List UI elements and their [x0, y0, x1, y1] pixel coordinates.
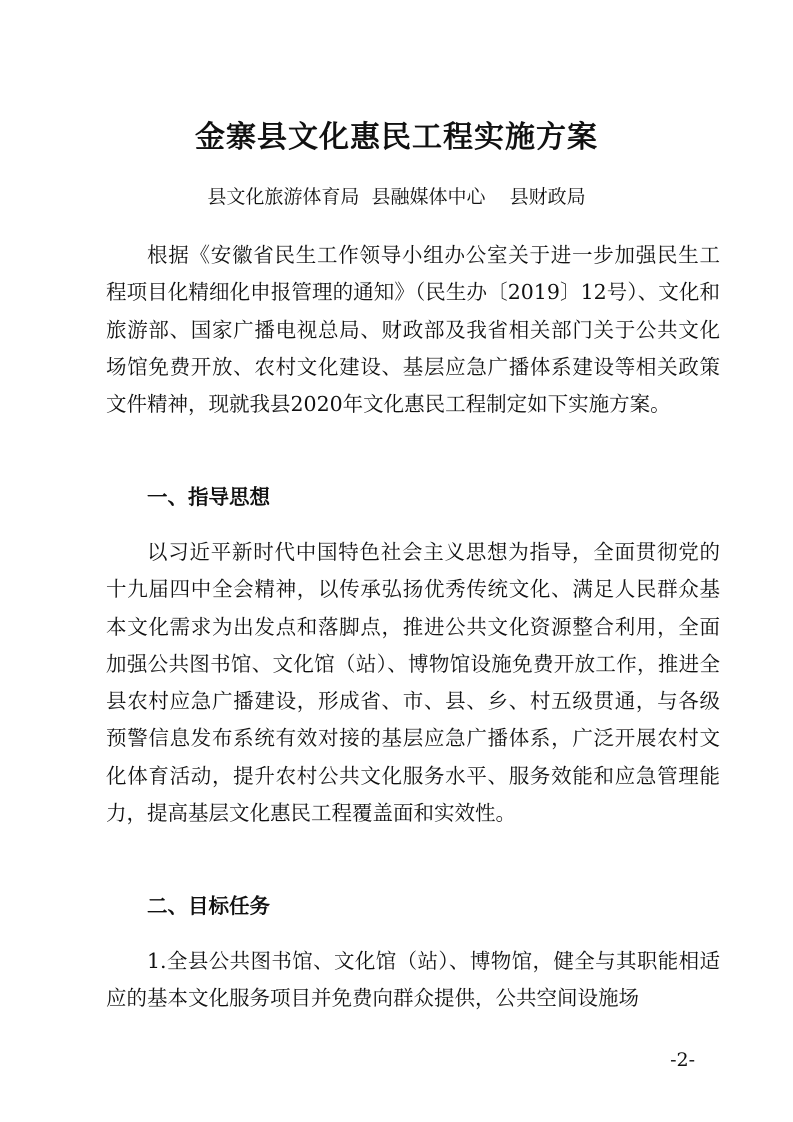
- guiding-ideology-paragraph: 以习近平新时代中国特色社会主义思想为指导，全面贯彻党的十九届四中全会精神，以传承弘扬优秀传统文化、满足人民群众基本文化需求为出发点和落脚点，推进公共文化资源整合利用，全面加强公共图书馆、文化馆（站）、博物馆设施免费开放工作，推进全县农村应急广播建设，形成省、市、县、乡、村五级贯通，与各级预警信息发布系统有效对接的基层应急广播体系，广泛开展农村文化体育活动，提升农村公共文化服务水平、服务效能和应急管理能力，提高基层文化惠民工程覆盖面和实效性。: [106, 540, 720, 826]
- page-number: -2-: [670, 1049, 695, 1071]
- goals-item-1-paragraph: 1.全县公共图书馆、文化馆（站）、博物馆，健全与其职能相适应的基本文化服务项目并免费向群众提供，公共空间设施场: [106, 949, 720, 1011]
- issuing-departments: 县文化旅游体育局 县融媒体中心 县财政局: [207, 186, 586, 208]
- document-title: 金寨县文化惠民工程实施方案: [195, 120, 598, 155]
- intro-paragraph: 根据《安徽省民生工作领导小组办公室关于进一步加强民生工程项目化精细化申报管理的通知》（民生办〔2019〕12号）、文化和旅游部、国家广播电视总局、财政部及我省相关部门关于公共文化场馆免费开放、农村文化建设、基层应急广播体系建设等相关政策文件精神，现就我县2020年文化惠民工程制定如下实施方案。: [106, 243, 720, 417]
- section-heading-goals-tasks: 二、目标任务: [147, 894, 270, 918]
- section-heading-guiding-ideology: 一、指导思想: [147, 485, 270, 509]
